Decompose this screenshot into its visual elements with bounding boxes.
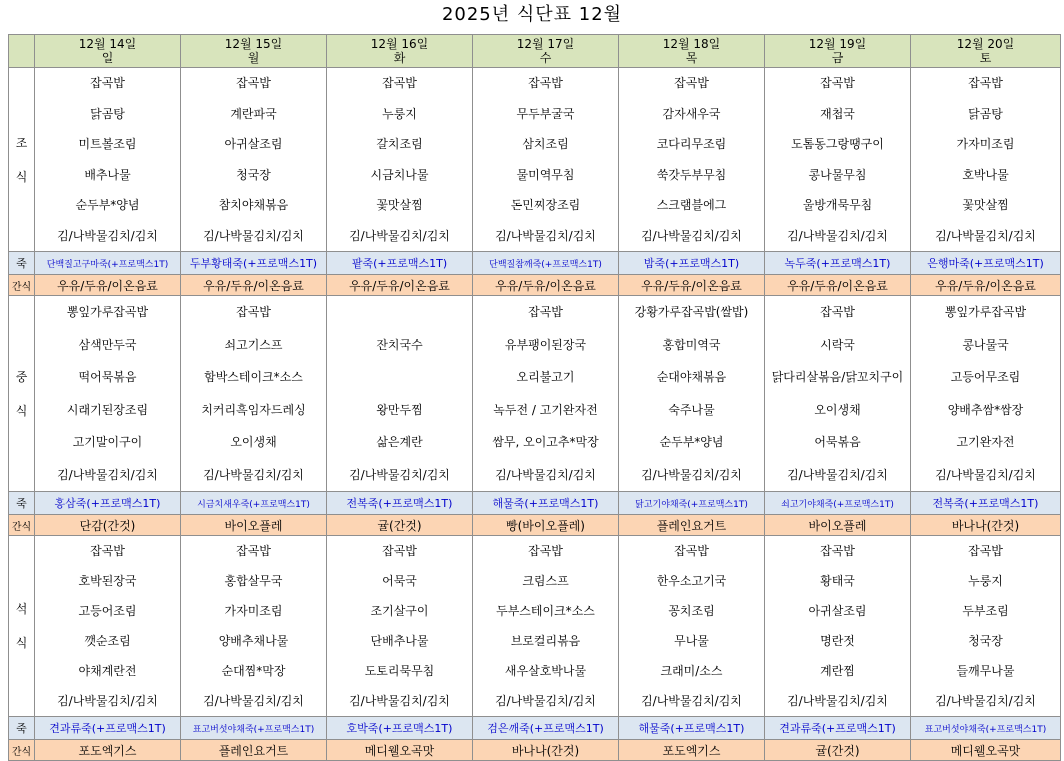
porridge-cell: 해물죽(+프로맥스1T) bbox=[619, 717, 765, 740]
porridge-cell: 쇠고기야채죽(+프로맥스1T) bbox=[765, 492, 911, 515]
menu-item: 숙주나물 bbox=[668, 402, 715, 417]
menu-item: 닭다리살볶음/닭꼬치구이 bbox=[771, 370, 904, 384]
lunch-cell bbox=[327, 296, 473, 492]
menu-item: 치커리흑임자드레싱 bbox=[201, 402, 306, 417]
snack-cell: 우유/두유/이온음료 bbox=[35, 275, 181, 296]
day-date: 12월 19일 bbox=[808, 37, 867, 51]
porridge-cell: 단백질참깨죽(+프로맥스1T) bbox=[473, 252, 619, 275]
menu-item: 청국장 bbox=[236, 167, 271, 182]
snack-label: 간식 bbox=[9, 515, 35, 536]
porridge-label: 죽 bbox=[9, 717, 35, 740]
menu-item: 양배추채나물 bbox=[218, 634, 289, 648]
menu-item: 시락국 bbox=[820, 337, 855, 352]
menu-item: 잡곡밥 bbox=[820, 76, 855, 90]
menu-item: 아귀살조림 bbox=[808, 604, 867, 618]
breakfast-label bbox=[9, 68, 35, 252]
menu-item: 브로컬리볶음 bbox=[510, 634, 581, 648]
menu-item: 잡곡밥 bbox=[674, 544, 709, 558]
snack-cell: 귤(간것) bbox=[327, 515, 473, 536]
snack-cell: 포도엑기스 bbox=[619, 740, 765, 761]
menu-item: 잡곡밥 bbox=[382, 544, 417, 558]
menu-item: 김/나박물김치/김치 bbox=[349, 228, 450, 243]
snack-cell: 바이오플레 bbox=[181, 515, 327, 536]
menu-item: 김/나박물김치/김치 bbox=[57, 228, 158, 243]
menu-item: 김/나박물김치/김치 bbox=[203, 694, 304, 708]
porridge-cell: 홍삼죽(+프로맥스1T) bbox=[35, 492, 181, 515]
menu-item: 김/나박물김치/김치 bbox=[349, 694, 450, 708]
breakfast-cell bbox=[327, 68, 473, 252]
menu-item: 김/나박물김치/김치 bbox=[203, 228, 304, 243]
snack-cell: 플레인요거트 bbox=[619, 515, 765, 536]
day-header bbox=[327, 35, 473, 68]
menu-item: 김/나박물김치/김치 bbox=[935, 228, 1036, 243]
menu-item: 시래기된장조림 bbox=[66, 402, 149, 417]
day-header bbox=[181, 35, 327, 68]
lunch-cell bbox=[473, 296, 619, 492]
snack-cell: 플레인요거트 bbox=[181, 740, 327, 761]
porridge-cell: 팥죽(+프로맥스1T) bbox=[327, 252, 473, 275]
breakfast-cell bbox=[619, 68, 765, 252]
lunch-label-char: 식 bbox=[15, 403, 28, 418]
porridge-cell: 전복죽(+프로맥스1T) bbox=[327, 492, 473, 515]
day-header bbox=[619, 35, 765, 68]
menu-item: 잡곡밥 bbox=[90, 76, 125, 90]
menu-item: 김/나박물김치/김치 bbox=[57, 694, 158, 708]
menu-item: 고등어무조림 bbox=[950, 370, 1021, 384]
snack-cell: 우유/두유/이온음료 bbox=[619, 275, 765, 296]
day-weekday: 월 bbox=[247, 51, 260, 65]
menu-item: 잡곡밥 bbox=[382, 76, 417, 90]
menu-item: 계란파국 bbox=[230, 106, 277, 121]
menu-item: 울방개묵무침 bbox=[802, 198, 873, 212]
menu-item: 쑥갓두부무침 bbox=[656, 167, 727, 182]
snack-cell: 포도엑기스 bbox=[35, 740, 181, 761]
menu-item: 가자미조림 bbox=[224, 604, 283, 618]
menu-item: 잡곡밥 bbox=[820, 305, 855, 319]
meal-table bbox=[8, 34, 1061, 761]
lunch-cell bbox=[765, 296, 911, 492]
lunch-label-char: 중 bbox=[15, 369, 28, 384]
porridge-cell: 해물죽(+프로맥스1T) bbox=[473, 492, 619, 515]
breakfast-snack-row bbox=[9, 275, 1061, 296]
breakfast-cell bbox=[35, 68, 181, 252]
menu-item: 두부조림 bbox=[962, 604, 1009, 618]
snack-cell: 메디웰오곡맛 bbox=[911, 740, 1061, 761]
menu-item: 꽁치조림 bbox=[668, 604, 715, 618]
menu-item: 어묵볶음 bbox=[814, 435, 861, 449]
dinner-cell bbox=[619, 536, 765, 717]
porridge-cell: 견과류죽(+프로맥스1T) bbox=[35, 717, 181, 740]
menu-item: 들깨무나물 bbox=[956, 664, 1015, 678]
menu-item: 쇠고기스프 bbox=[224, 337, 283, 352]
menu-item: 가자미조림 bbox=[956, 137, 1015, 151]
menu-item: 갈치조림 bbox=[376, 137, 423, 151]
day-weekday: 화 bbox=[393, 51, 406, 65]
dinner-cell bbox=[181, 536, 327, 717]
menu-item: 도토리묵무침 bbox=[364, 664, 435, 678]
menu-item: 콩나물무침 bbox=[808, 167, 867, 182]
dinner-cell bbox=[473, 536, 619, 717]
menu-item: 새우살호박나물 bbox=[504, 664, 587, 678]
menu-item: 유부팽이된장국 bbox=[504, 337, 587, 352]
dinner-snack-row bbox=[9, 740, 1061, 761]
menu-item: 오이생채 bbox=[814, 402, 861, 417]
snack-cell: 단감(간것) bbox=[35, 515, 181, 536]
menu-item: 삼색만두국 bbox=[78, 337, 137, 352]
snack-cell: 빵(바이오플레) bbox=[473, 515, 619, 536]
breakfast-porridge-row bbox=[9, 252, 1061, 275]
menu-item: 코다리무조림 bbox=[656, 137, 727, 151]
lunch-snack-row bbox=[9, 515, 1061, 536]
menu-item: 콩나물국 bbox=[962, 337, 1009, 352]
snack-cell: 우유/두유/이온음료 bbox=[911, 275, 1061, 296]
menu-item: 잡곡밥 bbox=[674, 76, 709, 90]
menu-item: 홍합살무국 bbox=[224, 574, 283, 588]
snack-cell: 우유/두유/이온음료 bbox=[327, 275, 473, 296]
breakfast-cell bbox=[765, 68, 911, 252]
dinner-cell bbox=[765, 536, 911, 717]
menu-item: 잡곡밥 bbox=[236, 544, 271, 558]
lunch-porridge-row bbox=[9, 492, 1061, 515]
day-header bbox=[473, 35, 619, 68]
menu-item: 잡곡밥 bbox=[236, 305, 271, 319]
porridge-label: 죽 bbox=[9, 492, 35, 515]
menu-item: 순두부*양념 bbox=[659, 435, 724, 449]
menu-item: 크림스프 bbox=[522, 574, 569, 588]
menu-item: 닭곰탕 bbox=[968, 106, 1003, 121]
menu-item: 뽕잎가루잡곡밥 bbox=[66, 305, 149, 319]
menu-item: 잡곡밥 bbox=[90, 544, 125, 558]
porridge-cell: 밤죽(+프로맥스1T) bbox=[619, 252, 765, 275]
day-date: 12월 15일 bbox=[224, 37, 283, 51]
menu-item: 시금치나물 bbox=[370, 167, 429, 182]
dinner-cell bbox=[911, 536, 1061, 717]
day-date: 12월 18일 bbox=[662, 37, 721, 51]
day-header bbox=[911, 35, 1061, 68]
porridge-cell: 은행마죽(+프로맥스1T) bbox=[911, 252, 1061, 275]
menu-item: 물미역무침 bbox=[516, 167, 575, 182]
menu-item: 스크램블에그 bbox=[656, 198, 727, 212]
menu-item: 김/나박물김치/김치 bbox=[495, 467, 596, 482]
menu-item: 크래미/소스 bbox=[660, 664, 723, 678]
menu-item: 어묵국 bbox=[382, 574, 417, 588]
menu-item: 순대찜*막장 bbox=[221, 664, 286, 678]
menu-item: 고등어조림 bbox=[78, 604, 137, 618]
menu-item: 홍합미역국 bbox=[662, 337, 721, 352]
breakfast-row bbox=[9, 68, 1061, 252]
porridge-label: 죽 bbox=[9, 252, 35, 275]
menu-item: 김/나박물김치/김치 bbox=[495, 228, 596, 243]
menu-item: 삶은계란 bbox=[376, 435, 423, 449]
menu-item: 녹두전 / 고기완자전 bbox=[493, 402, 598, 417]
menu-item: 양배추쌈*쌈장 bbox=[947, 402, 1024, 417]
menu-item: 누룽지 bbox=[382, 106, 417, 121]
snack-cell: 바이오플레 bbox=[765, 515, 911, 536]
porridge-cell: 표고버섯야채죽(+프로맥스1T) bbox=[181, 717, 327, 740]
porridge-cell: 견과류죽(+프로맥스1T) bbox=[765, 717, 911, 740]
day-date: 12월 16일 bbox=[370, 37, 429, 51]
porridge-cell: 두부황태죽(+프로맥스1T) bbox=[181, 252, 327, 275]
breakfast-label-char: 식 bbox=[15, 169, 28, 184]
snack-label: 간식 bbox=[9, 275, 35, 296]
snack-cell: 우유/두유/이온음료 bbox=[765, 275, 911, 296]
menu-item: 떡어묵볶음 bbox=[78, 370, 137, 384]
lunch-label bbox=[9, 296, 35, 492]
menu-item: 깻순조림 bbox=[84, 634, 131, 648]
menu-item: 아귀살조림 bbox=[224, 137, 283, 151]
menu-item: 잡곡밥 bbox=[968, 544, 1003, 558]
menu-item: 조기살구이 bbox=[370, 604, 429, 618]
snack-cell: 바나나(간것) bbox=[911, 515, 1061, 536]
menu-item: 한우소고기국 bbox=[656, 574, 727, 588]
menu-item: 김/나박물김치/김치 bbox=[935, 467, 1036, 482]
menu-item: 순두부*양념 bbox=[75, 198, 140, 212]
breakfast-cell bbox=[911, 68, 1061, 252]
day-weekday: 토 bbox=[979, 51, 992, 65]
menu-item: 잡곡밥 bbox=[236, 76, 271, 90]
menu-item: 김/나박물김치/김치 bbox=[349, 467, 450, 482]
day-weekday: 수 bbox=[539, 51, 552, 65]
porridge-cell: 시금치새우죽(+프로맥스1T) bbox=[181, 492, 327, 515]
corner-cell bbox=[9, 35, 35, 68]
day-date: 12월 20일 bbox=[956, 37, 1015, 51]
day-date: 12월 14일 bbox=[78, 37, 137, 51]
dinner-label-char: 식 bbox=[15, 636, 28, 650]
porridge-cell: 전복죽(+프로맥스1T) bbox=[911, 492, 1061, 515]
menu-item: 김/나박물김치/김치 bbox=[641, 228, 742, 243]
snack-cell: 메디웰오곡맛 bbox=[327, 740, 473, 761]
header-row bbox=[9, 35, 1061, 68]
snack-cell: 귤(간것) bbox=[765, 740, 911, 761]
menu-item: 김/나박물김치/김치 bbox=[641, 694, 742, 708]
day-date: 12월 17일 bbox=[516, 37, 575, 51]
porridge-cell: 단백질고구마죽(+프로맥스1T) bbox=[35, 252, 181, 275]
menu-item: 고기말이구이 bbox=[72, 435, 143, 449]
menu-item: 오리불고기 bbox=[516, 370, 575, 384]
menu-item: 잡곡밥 bbox=[528, 76, 563, 90]
lunch-cell bbox=[35, 296, 181, 492]
menu-item: 잔치국수 bbox=[376, 337, 423, 352]
porridge-cell: 표고버섯야채죽(+프로맥스1T) bbox=[911, 717, 1061, 740]
lunch-row bbox=[9, 296, 1061, 492]
menu-item: 황태국 bbox=[820, 574, 855, 588]
porridge-cell: 검은깨죽(+프로맥스1T) bbox=[473, 717, 619, 740]
menu-item: 재첩국 bbox=[820, 106, 855, 121]
day-header bbox=[35, 35, 181, 68]
menu-item: 잡곡밥 bbox=[528, 305, 563, 319]
menu-item: 미트볼조림 bbox=[78, 137, 137, 151]
menu-item: 잡곡밥 bbox=[820, 544, 855, 558]
dinner-cell bbox=[327, 536, 473, 717]
menu-item: 잡곡밥 bbox=[968, 76, 1003, 90]
snack-label: 간식 bbox=[9, 740, 35, 761]
menu-item: 무나물 bbox=[674, 634, 709, 648]
menu-item: 감자새우국 bbox=[662, 106, 721, 121]
menu-item: 김/나박물김치/김치 bbox=[57, 467, 158, 482]
menu-item: 강황가루잡곡밥(쌀밥) bbox=[634, 305, 749, 319]
lunch-cell bbox=[181, 296, 327, 492]
menu-item: 왕만두찜 bbox=[376, 402, 423, 417]
menu-item: 두부스테이크*소스 bbox=[496, 604, 595, 618]
menu-item: 호박된장국 bbox=[78, 574, 137, 588]
menu-item: 쌈무, 오이고추*막장 bbox=[492, 435, 599, 449]
menu-item: 참치야채볶음 bbox=[218, 198, 289, 212]
menu-item: 꽃맛살찜 bbox=[962, 198, 1009, 212]
menu-item: 청국장 bbox=[968, 634, 1003, 648]
dinner-row bbox=[9, 536, 1061, 717]
menu-item: 삼치조림 bbox=[522, 137, 569, 151]
snack-cell: 바나나(간것) bbox=[473, 740, 619, 761]
porridge-cell: 닭고기야채죽(+프로맥스1T) bbox=[619, 492, 765, 515]
breakfast-label-char: 조 bbox=[15, 135, 28, 150]
menu-item: 계란찜 bbox=[820, 664, 855, 678]
porridge-cell: 호박죽(+프로맥스1T) bbox=[327, 717, 473, 740]
menu-item: 호박나물 bbox=[962, 167, 1009, 182]
menu-item: 닭곰탕 bbox=[90, 106, 125, 121]
menu-item: 도톰동그랑땡구이 bbox=[791, 137, 884, 151]
menu-item: 야채계란전 bbox=[78, 664, 137, 678]
menu-item: 김/나박물김치/김치 bbox=[641, 467, 742, 482]
snack-cell: 우유/두유/이온음료 bbox=[473, 275, 619, 296]
menu-item: 명란젓 bbox=[820, 634, 855, 648]
lunch-cell bbox=[619, 296, 765, 492]
page-title: 2025년 식단표 12월 bbox=[441, 4, 623, 25]
dinner-cell bbox=[35, 536, 181, 717]
menu-item: 김/나박물김치/김치 bbox=[787, 694, 888, 708]
menu-item: 꽃맛살찜 bbox=[376, 198, 423, 212]
breakfast-cell bbox=[181, 68, 327, 252]
menu-item: 뽕잎가루잡곡밥 bbox=[944, 305, 1027, 319]
dinner-porridge-row bbox=[9, 717, 1061, 740]
menu-item: 무두부굴국 bbox=[516, 106, 575, 121]
porridge-cell: 녹두죽(+프로맥스1T) bbox=[765, 252, 911, 275]
menu-item: 잡곡밥 bbox=[528, 544, 563, 558]
day-weekday: 일 bbox=[101, 51, 114, 65]
day-weekday: 금 bbox=[831, 51, 844, 65]
menu-item: 고기완자전 bbox=[956, 435, 1015, 449]
menu-item: 김/나박물김치/김치 bbox=[495, 694, 596, 708]
lunch-cell bbox=[911, 296, 1061, 492]
dinner-label-char: 석 bbox=[15, 602, 28, 616]
dinner-label bbox=[9, 536, 35, 717]
menu-item: 단배추나물 bbox=[370, 634, 429, 648]
menu-item: 김/나박물김치/김치 bbox=[787, 228, 888, 243]
menu-item: 김/나박물김치/김치 bbox=[935, 694, 1036, 708]
menu-item: 김/나박물김치/김치 bbox=[787, 467, 888, 482]
menu-item: 돈민찌장조림 bbox=[510, 198, 581, 212]
menu-item: 배추나물 bbox=[84, 167, 131, 182]
menu-item bbox=[327, 296, 472, 329]
breakfast-cell bbox=[473, 68, 619, 252]
day-header bbox=[765, 35, 911, 68]
menu-item: 누룽지 bbox=[968, 574, 1003, 588]
menu-item: 김/나박물김치/김치 bbox=[203, 467, 304, 482]
snack-cell: 우유/두유/이온음료 bbox=[181, 275, 327, 296]
menu-item: 오이생채 bbox=[230, 435, 277, 449]
menu-item: 함박스테이크*소스 bbox=[204, 370, 303, 384]
day-weekday: 목 bbox=[685, 51, 698, 65]
menu-item bbox=[327, 361, 472, 394]
menu-item: 순대야채볶음 bbox=[656, 370, 727, 384]
